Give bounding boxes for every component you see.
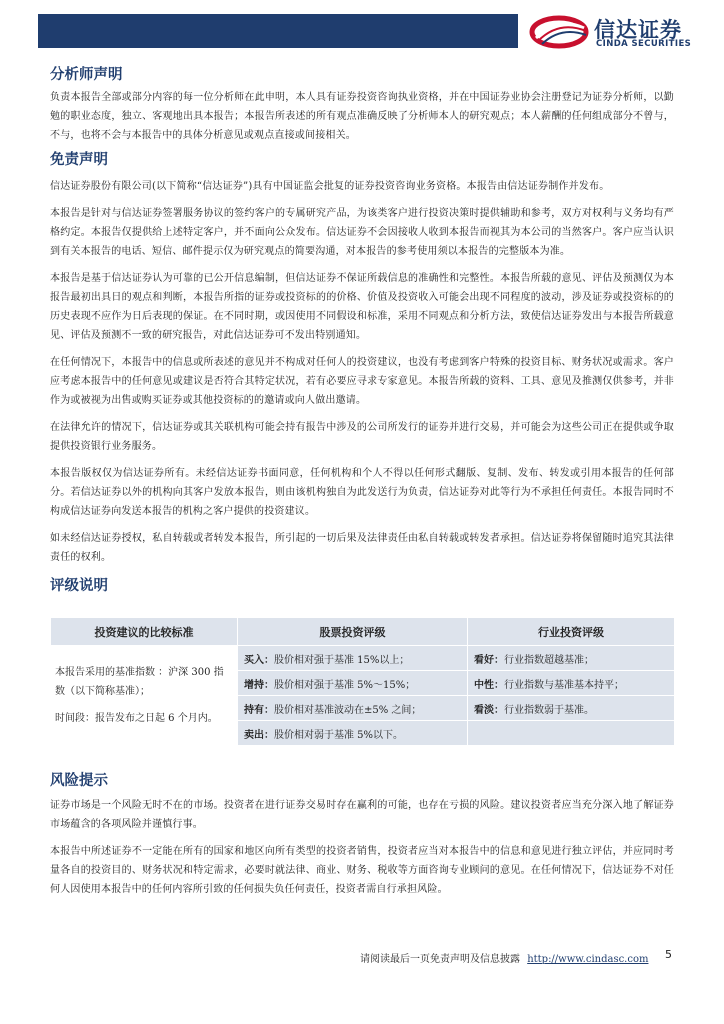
stock-rating-label: 增持： [244,679,274,691]
stock-rating-text: 股价相对强于基准 5%～15%； [274,679,416,691]
risk-paragraph: 证券市场是一个风险无时不在的市场。投资者在进行证券交易时存在赢利的可能，也存在亏损的风险。建议投资者应当充分深入地了解证券市场蕴含的各项风险并谨慎行事。 [50,800,674,830]
rating-table-header-row [51,618,675,646]
industry-rating-text: 行业指数超越基准； [504,654,594,666]
analyst-statement-heading: 分析师声明 [50,67,123,83]
stock-rating-label: 持有： [244,704,274,716]
logo-chinese-name: 信达证券 [594,18,682,42]
stock-rating-cell [238,696,468,721]
stock-rating-label: 卖出： [244,729,274,741]
cinda-logo-mark-icon [528,14,590,50]
risk-heading: 风险提示 [50,773,108,789]
basis-period-text: 时间段：报告发布之日起 6 个月内。 [55,713,218,724]
logo-english-name: CINDA SECURITIES [596,39,692,49]
industry-rating-cell [468,671,675,696]
rating-table [50,617,675,746]
stock-rating-cell [238,721,468,746]
stock-rating-text: 股价相对强于基准 15%以上； [274,654,410,666]
stock-rating-cell [238,671,468,696]
risk-paragraph: 本报告中所述证券不一定能在所有的国家和地区向所有类型的投资者销售，投资者应当对本报告中的信息和意见进行独立评估，并应同时考量各自的投资目的、财务状况和特定需求，必要时就法律、商业、财务、税收等方面咨询专业顾问的意见。在任何情况下，信达证券不对任何人因使用本报告中的任何内容所引致的任何损失负任何责任，投资者需自行承担风险。 [50,846,674,895]
stock-rating-text: 股价相对基准波动在±5% 之间； [274,704,422,716]
disclaimer-paragraph: 本报告版权仅为信达证券所有。未经信达证券书面同意，任何机构和个人不得以任何形式翻版、复制、发布、转发或引用本报告的任何部分。若信达证券以外的机构向其客户发放本报告，则由该机构独自为此发送行为负责，信达证券对此等行为不承担任何责任。本报告同时不构成信达证券向发送本报告的机构之客户提供的投资建议。 [50,468,674,517]
industry-rating-cell [468,721,675,746]
analyst-statement-text: 负责本报告全部或部分内容的每一位分析师在此申明，本人具有证券投资咨询执业资格，并在中国证券业协会注册登记为证券分析师，以勤勉的职业态度，独立、客观地出具本报告；本报告所表述的所有观点准确反映了分析师本人的研究观点；本人薪酬的任何组成部分不曾与，不与，也将不会与本报告中的具体分析意见或观点直接或间接相关。 [50,92,674,141]
header-bar [38,14,518,48]
industry-rating-label: 中性： [474,679,504,691]
stock-rating-label: 买入： [244,654,274,666]
basis-cell [51,646,238,746]
cinda-logo [528,14,708,50]
disclaimer-paragraph: 如未经信达证券授权，私自转载或者转发本报告，所引起的一切后果及法律责任由私自转载或转发者承担。信达证券将保留随时追究其法律责任的权利。 [50,533,674,563]
industry-rating-cell [468,696,675,721]
basis-index-text: 本报告采用的基准指数 ：沪深 300 指数（以下简称基准）； [55,667,224,697]
disclaimer-paragraph: 本报告是基于信达证券认为可靠的已公开信息编制，但信达证券不保证所载信息的准确性和完整性。本报告所载的意见、评估及预测仅为本报告最初出具日的观点和判断，本报告所指的证券或投资标的的价格、价值及投资收入可能会出现不同程度的波动，涉及证券或投资标的的历史表现不应作为日后表现的保证。在不同时期，或因使用不同假设和标准，采用不同观点和分析方法，致使信达证券发出与本报告所载意见、评估及预测不一致的研究报告，对此信达证券可不发出特别通知。 [50,273,674,341]
header-stock-rating: 股票投资评级 [238,618,468,646]
industry-rating-cell [468,646,675,671]
footer-disclaimer-text: 请阅读最后一页免责声明及信息披露 [360,954,520,965]
page-number: 5 [665,948,672,961]
disclaimer-heading: 免责声明 [50,152,108,168]
industry-rating-text: 行业指数弱于基准。 [504,704,594,716]
disclaimer-paragraph: 在法律允许的情况下，信达证券或其关联机构可能会持有报告中涉及的公司所发行的证券并进行交易，并可能会为这些公司正在提供或争取提供投资银行业务服务。 [50,422,674,452]
report-content [50,64,674,899]
disclaimer-paragraph: 信达证券股份有限公司(以下简称“信达证券”)具有中国证监会批复的证券投资咨询业务资格。本报告由信达证券制作并发布。 [50,181,610,192]
rating-heading: 评级说明 [50,578,108,594]
disclaimer-paragraph: 本报告是针对与信达证券签署服务协议的签约客户的专属研究产品，为该类客户进行投资决策时提供辅助和参考，双方对权利与义务均有严格约定。本报告仅提供给上述特定客户，并不面向公众发布。信达证券不会因接收人收到本报告而视其为本公司的当然客户。客户应当认识到有关本报告的电话、短信、邮件提示仅为研究观点的简要沟通，对本报告的参考使用须以本报告的完整版本为准。 [50,208,674,257]
rating-row [51,646,675,671]
industry-rating-label: 看淡： [474,704,504,716]
header-basis: 投资建议的比较标准 [51,618,238,646]
industry-rating-text: 行业指数与基准基本持平； [504,679,624,691]
footer [360,950,648,965]
header-industry-rating: 行业投资评级 [468,618,675,646]
disclaimer-paragraph: 在任何情况下，本报告中的信息或所表述的意见并不构成对任何人的投资建议，也没有考虑到客户特殊的投资目标、财务状况或需求。客户应考虑本报告中的任何意见或建议是否符合其特定状况，若有必要应寻求专家意见。本报告所载的资料、工具、意见及推测仅供参考，并非作为或被视为出售或购买证券或其他投资标的的邀请或向人做出邀请。 [50,357,674,406]
industry-rating-label: 看好： [474,654,504,666]
stock-rating-text: 股价相对弱于基准 5%以下。 [274,729,404,741]
stock-rating-cell [238,646,468,671]
footer-website-link[interactable]: http://www.cindasc.com [527,954,649,965]
